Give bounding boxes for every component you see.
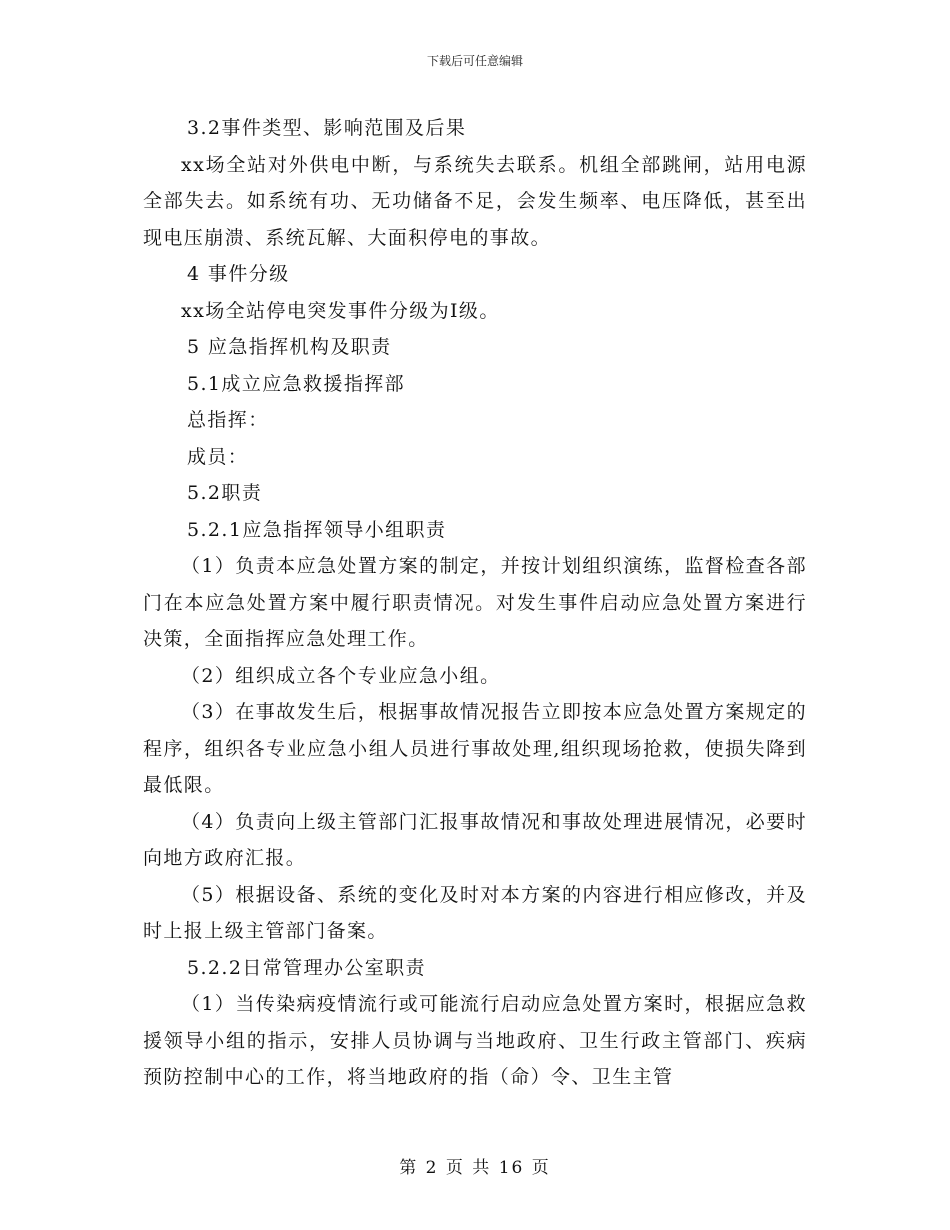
document-body [143, 110, 807, 1096]
duty-item-4: （4）负责向上级主管部门汇报事故情况和事故处理进展情况，必要时向地方政府汇报。 [143, 810, 807, 869]
duty-item-5: （5）根据设备、系统的变化及时对本方案的内容进行相应修改，并及时上报上级主管部门备案。 [143, 883, 807, 942]
page-footer: 第 2 页 共 16 页 [399, 1158, 551, 1178]
members-label: 成员： [187, 445, 249, 468]
commander-label: 总指挥： [187, 409, 269, 431]
page-header: 下载后可任意编辑 [426, 54, 523, 68]
section-heading-4: 4 事件分级 [187, 263, 290, 285]
duty-item-2: （2）组织成立各个专业应急小组。 [181, 664, 501, 687]
paragraph-impact: xx场全站对外供电中断，与系统失去联系。机组全部跳闸，站用电源全部失去。如系统有功、无功储备不足，会发生频率、电压降低，甚至出现电压崩溃、系统瓦解、大面积停电的事故。 [143, 153, 807, 249]
section-heading-5-2-1: 5.2.1应急指挥领导小组职责 [187, 518, 447, 541]
paragraph-grading: xx场全站停电突发事件分级为Ⅰ级。 [181, 299, 500, 322]
office-duty-item-1: （1）当传染病疫情流行或可能流行启动应急处置方案时，根据应急救援领导小组的指示，安排人员协调与当地政府、卫生行政主管部门、疾病预防控制中心的工作，将当地政府的指（命）令、卫生主管 [143, 993, 807, 1088]
section-heading-3-2: 3.2事件类型、影响范围及后果 [187, 117, 467, 139]
duty-item-3: （3）在事故发生后，根据事故情况报告立即按本应急处置方案规定的程序，组织各专业应急小组人员进行事故处理,组织现场抢救，使损失降到最低限。 [143, 701, 807, 796]
section-heading-5-1: 5.1成立应急救援指挥部 [187, 372, 406, 395]
section-heading-5-2: 5.2职责 [187, 482, 263, 504]
duty-item-1: （1）负责本应急处置方案的制定，并按计划组织演练，监督检查各部门在本应急处置方案中履行职责情况。对发生事件启动应急处置方案进行决策，全面指挥应急处理工作。 [143, 555, 807, 650]
section-heading-5-2-2: 5.2.2日常管理办公室职责 [187, 956, 426, 979]
section-heading-5: 5 应急指挥机构及职责 [187, 336, 392, 358]
